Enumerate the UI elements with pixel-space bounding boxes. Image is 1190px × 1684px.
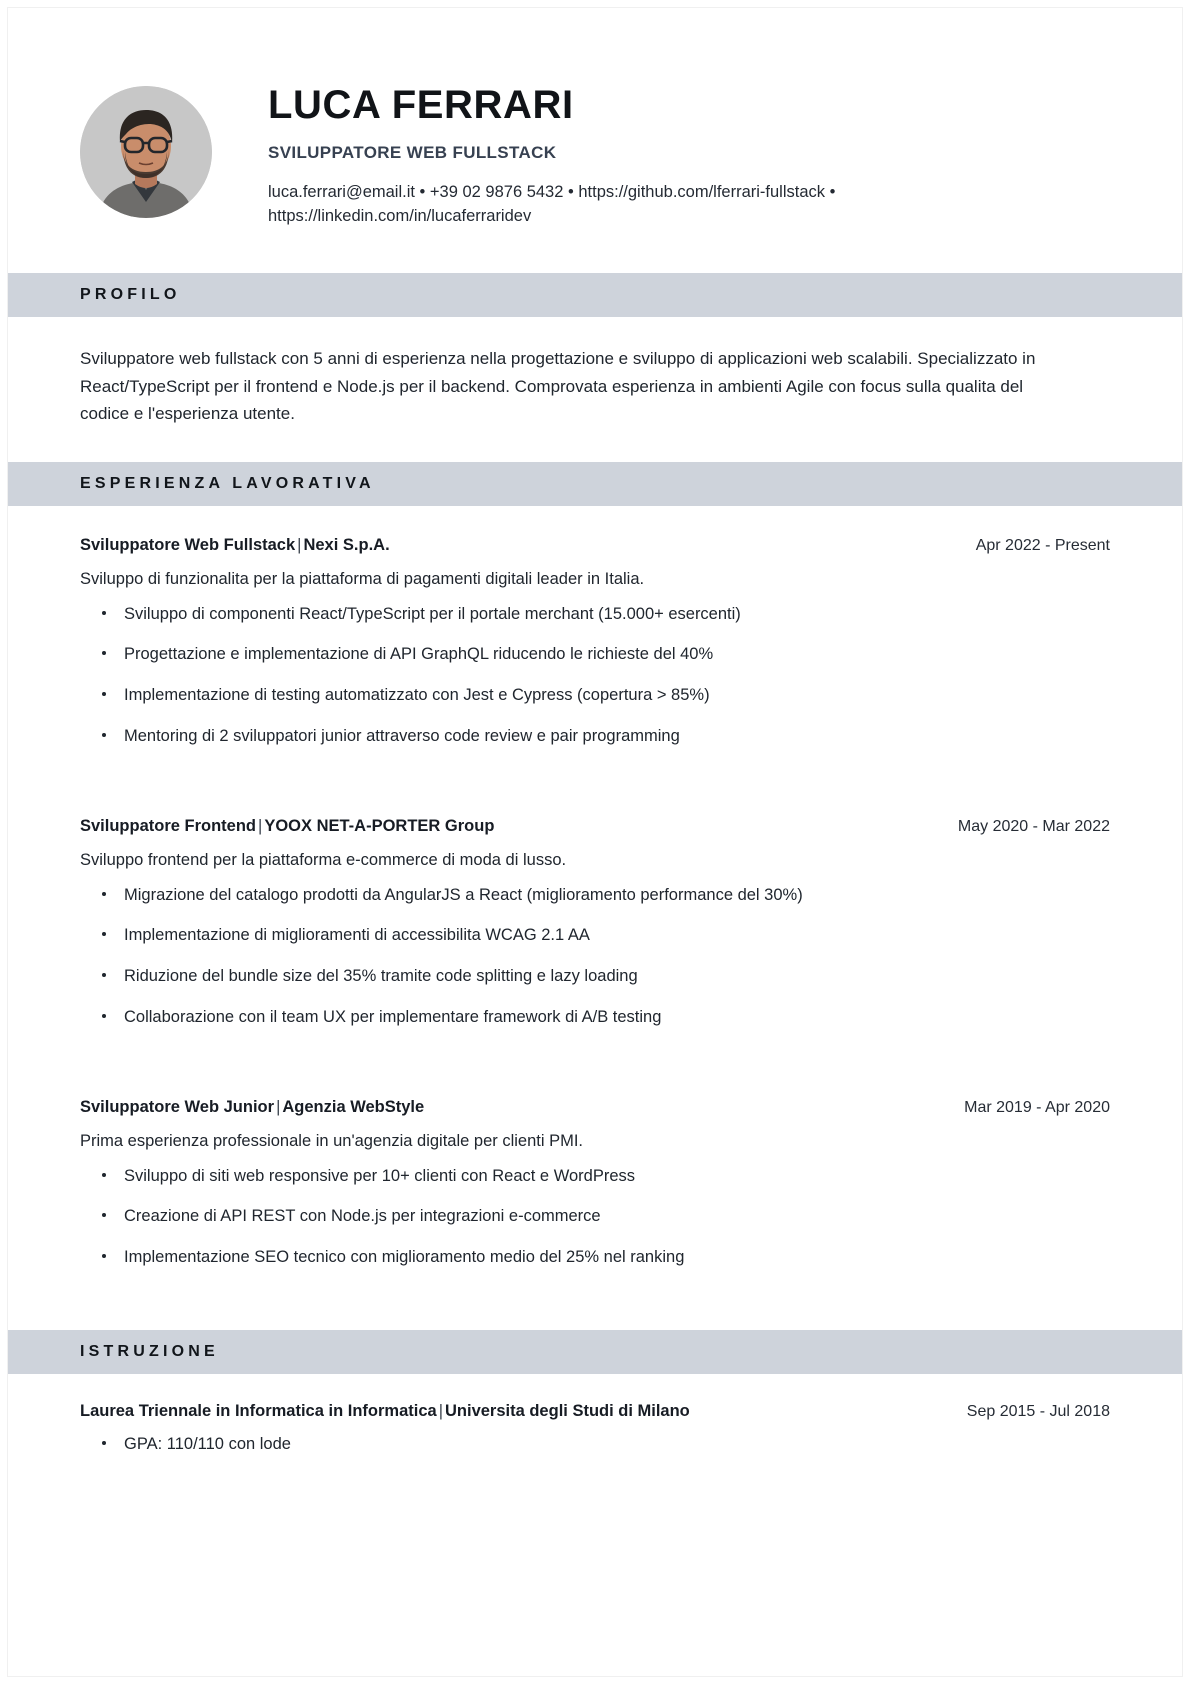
section-bottom-spacer bbox=[80, 1278, 1110, 1330]
list-item: Implementazione SEO tecnico con miglioramento medio del 25% nel ranking bbox=[80, 1245, 1110, 1270]
list-item: Mentoring di 2 sviluppatori junior attraverso code review e pair programming bbox=[80, 724, 1110, 749]
avatar bbox=[80, 86, 212, 218]
education-entries bbox=[80, 1374, 1110, 1457]
entry-company: Nexi S.p.A. bbox=[303, 535, 390, 554]
header-text-block bbox=[212, 80, 1122, 229]
list-item: Implementazione di miglioramenti di accessibilita WCAG 2.1 AA bbox=[80, 923, 1110, 948]
section-body-profile bbox=[8, 317, 1182, 462]
entry-title bbox=[80, 815, 934, 837]
entry-role: Sviluppatore Web Junior bbox=[80, 1097, 275, 1116]
entry-degree: Laurea Triennale in Informatica in Informatica bbox=[80, 1401, 437, 1420]
list-item: Sviluppo di siti web responsive per 10+ clienti con React e WordPress bbox=[80, 1164, 1110, 1189]
entry-separator: | bbox=[276, 1097, 281, 1116]
section-body-experience bbox=[8, 506, 1182, 1330]
list-item: Riduzione del bundle size del 35% tramite code splitting e lazy loading bbox=[80, 964, 1110, 989]
entry-date: Mar 2019 - Apr 2020 bbox=[964, 1098, 1110, 1116]
entry-separator: | bbox=[297, 535, 302, 554]
entry-header bbox=[80, 534, 1110, 556]
entry-bullet-list bbox=[80, 602, 1110, 749]
experience-entry bbox=[80, 1096, 1110, 1270]
entry-bullet-list bbox=[80, 883, 1110, 1030]
section-heading-profile: PROFILO bbox=[8, 273, 1182, 317]
list-item: Sviluppo di componenti React/TypeScript per il portale merchant (15.000+ esercenti) bbox=[80, 602, 1110, 627]
experience-entry bbox=[80, 534, 1110, 749]
list-item: Creazione di API REST con Node.js per integrazioni e-commerce bbox=[80, 1204, 1110, 1229]
entry-spacer bbox=[80, 1060, 1110, 1096]
entry-header bbox=[80, 1096, 1110, 1118]
section-body-education bbox=[8, 1374, 1182, 1457]
section-heading-experience: ESPERIENZA LAVORATIVA bbox=[8, 462, 1182, 506]
entry-date: Apr 2022 - Present bbox=[975, 536, 1110, 554]
entry-school: Universita degli Studi di Milano bbox=[444, 1401, 690, 1420]
entry-title bbox=[80, 1096, 940, 1118]
entry-header bbox=[80, 1400, 1110, 1422]
contact-line: luca.ferrari@email.it • +39 02 9876 5432 • https://github.com/lferrari-fullstack • https://linkedin.com/in/lucaferraridev bbox=[268, 183, 836, 226]
list-item: Progettazione e implementazione di API GraphQL riducendo le richieste del 40% bbox=[80, 642, 1110, 667]
profile-summary: Sviluppatore web fullstack con 5 anni di esperienza nella progettazione e sviluppo di applicazioni web scalabili. Specializzato in React/TypeScript per il frontend e Node.js per il backend. Comprovata esperienza in ambienti Agile con focus sulla qualita del codice e l'esperienza utente. bbox=[80, 349, 1036, 424]
entry-company: YOOX NET-A-PORTER Group bbox=[264, 816, 495, 835]
entry-description: Sviluppo di funzionalita per la piattaforma di pagamenti digitali leader in Italia. bbox=[80, 569, 645, 588]
list-item: Migrazione del catalogo prodotti da AngularJS a React (miglioramento performance del 30%) bbox=[80, 883, 1110, 908]
job-title: SVILUPPATORE WEB FULLSTACK bbox=[268, 143, 557, 163]
page-title: LUCA FERRARI bbox=[268, 83, 574, 127]
entry-role: Sviluppatore Web Fullstack bbox=[80, 535, 296, 554]
entry-date: May 2020 - Mar 2022 bbox=[957, 817, 1110, 835]
entry-date: Sep 2015 - Jul 2018 bbox=[966, 1402, 1110, 1420]
entry-role: Sviluppatore Frontend bbox=[80, 816, 257, 835]
section-heading-education: ISTRUZIONE bbox=[8, 1330, 1182, 1374]
education-entry bbox=[80, 1400, 1110, 1457]
entry-title bbox=[80, 1400, 690, 1422]
list-item: GPA: 110/110 con lode bbox=[80, 1432, 1110, 1457]
entry-spacer bbox=[80, 779, 1110, 815]
entry-bullet-list bbox=[80, 1164, 1110, 1270]
resume-header bbox=[8, 8, 1182, 273]
entry-description: Sviluppo frontend per la piattaforma e-commerce di moda di lusso. bbox=[80, 850, 567, 869]
list-item: Collaborazione con il team UX per implementare framework di A/B testing bbox=[80, 1005, 1110, 1030]
entry-bullet-list bbox=[80, 1432, 1110, 1457]
resume-page bbox=[8, 8, 1182, 1676]
experience-entry bbox=[80, 815, 1110, 1030]
entry-company: Agenzia WebStyle bbox=[282, 1097, 425, 1116]
entry-title bbox=[80, 534, 952, 556]
entry-separator: | bbox=[438, 1401, 443, 1420]
entry-description: Prima esperienza professionale in un'agenzia digitale per clienti PMI. bbox=[80, 1131, 584, 1150]
list-item: Implementazione di testing automatizzato con Jest e Cypress (copertura > 85%) bbox=[80, 683, 1110, 708]
experience-entries bbox=[80, 506, 1110, 1278]
entry-header bbox=[80, 815, 1110, 837]
entry-separator: | bbox=[258, 816, 263, 835]
